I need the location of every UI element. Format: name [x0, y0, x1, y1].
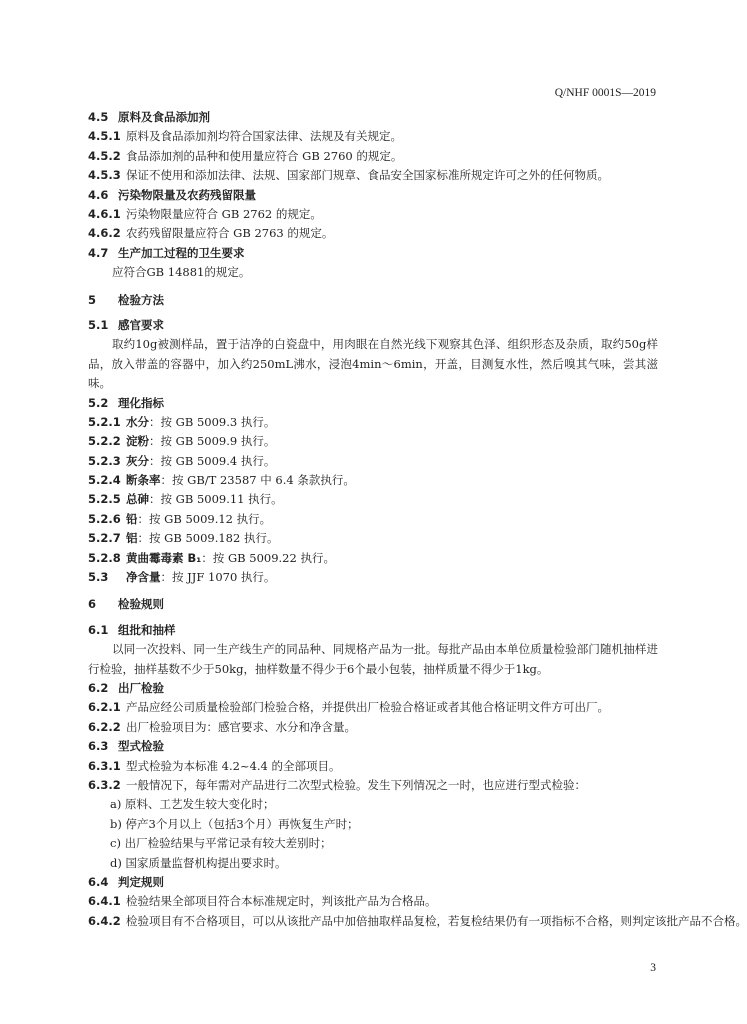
clause [88, 776, 658, 795]
clause-number: 6.2.1 [88, 700, 121, 715]
clause-key: 铝 [126, 531, 138, 546]
clause-text: ：按 GB 5009.9 执行。 [149, 434, 276, 449]
clause-number: 5.2.4 [88, 473, 121, 488]
clause-text: ：按 GB/T 23587 中 6.4 条款执行。 [160, 473, 355, 488]
clause [88, 147, 658, 166]
section-title: 检验规则 [118, 597, 164, 612]
clause [88, 718, 658, 737]
subsection-heading [88, 679, 658, 698]
clause-number: 5.2.2 [88, 434, 121, 449]
section-number: 5 [88, 292, 97, 307]
subsection-title: 型式检验 [118, 739, 164, 754]
clause-text: 农药残留限量应符合 GB 2763 的规定。 [126, 226, 334, 241]
clause-key: 断条率 [126, 473, 161, 488]
list-item [88, 795, 658, 814]
clause-number: 5.3 [88, 570, 109, 585]
clause-text: ：按 GB 5009.22 执行。 [201, 550, 335, 565]
paragraph-text: 取约10g被测样品，置于洁净的白瓷盘中，用肉眼在自然光线下观察其色泽、组织形态及杂质，取约50g样品，放入带盖的容器中，加入约250mL沸水，浸泡4min～6min，开盖，目测复水性，然后嗅其气味，尝其滋味。 [88, 337, 658, 391]
clause-number: 6.3.1 [88, 758, 121, 773]
subsection-number: 4.5 [88, 110, 109, 124]
list-item [88, 854, 658, 873]
clause [88, 127, 658, 146]
clause-number: 4.5.2 [88, 148, 121, 163]
clause-text: ：按 GB 5009.3 执行。 [149, 414, 276, 429]
section-title: 检验方法 [118, 292, 164, 307]
clause-text: 原料及食品添加剂均符合国家法律、法规及有关规定。 [126, 129, 402, 144]
clause [88, 224, 658, 243]
list-item-text: b) 停产3个月以上（包括3个月）再恢复生产时； [110, 816, 359, 831]
clause-text: 污染物限量应符合 GB 2762 的规定。 [126, 206, 322, 221]
clause-text: 产品应经公司质量检验部门检验合格，并提供出厂检验合格证或者其他合格证明文件方可出厂。 [126, 700, 609, 715]
clause-text: ：按 GB 5009.11 执行。 [149, 492, 283, 507]
document-id: Q/NHF 0001S—2019 [554, 87, 656, 99]
clause [88, 413, 658, 432]
subsection-heading [88, 186, 658, 205]
clause-key: 灰分 [126, 453, 149, 468]
clause-text: 出厂检验项目为：感官要求、水分和净含量。 [126, 719, 356, 734]
clause [88, 529, 658, 548]
paragraph [88, 263, 658, 282]
paragraph-text: 以同一次投料、同一生产线生产的同品种、同规格产品为一批。每批产品由本单位质量检验部门随机抽样进行检验，抽样基数不少于50kg，抽样数量不得少于6个最小包装，抽样质量不得少于1kg。 [88, 642, 658, 676]
clause-number: 6.4.2 [88, 913, 121, 928]
subsection-number: 6.2 [88, 681, 109, 696]
subsection-number: 6.3 [88, 739, 109, 754]
clause-number: 4.5.1 [88, 129, 121, 144]
list-item-text: d) 国家质量监督机构提出要求时。 [110, 855, 287, 870]
paragraph [88, 640, 658, 679]
clause-key: 铅 [126, 511, 138, 526]
clause [88, 432, 658, 451]
clause-number: 5.2.7 [88, 531, 121, 546]
clause-text: 一般情况下，每年需对产品进行二次型式检验。发生下列情况之一时，也应进行型式检验： [126, 777, 586, 792]
subsection-number: 4.6 [88, 187, 109, 202]
document-body [88, 108, 747, 931]
subsection-title: 出厂检验 [118, 681, 164, 696]
clause-text: 食品添加剂的品种和使用量应符合 GB 2760 的规定。 [126, 148, 403, 163]
clause-number: 5.2.3 [88, 453, 121, 468]
clause-text: ：按 GB 5009.182 执行。 [137, 531, 279, 546]
section-heading [88, 595, 658, 614]
clause [88, 698, 658, 717]
clause [88, 510, 658, 529]
subsection-heading [88, 108, 658, 127]
clause-key: 水分 [126, 414, 149, 429]
section-heading [88, 291, 658, 310]
list-item-text: c) 出厂检验结果与平常记录有较大差别时； [110, 836, 332, 851]
page-number: 3 [650, 962, 656, 974]
clause-number: 5.2.6 [88, 511, 121, 526]
subsection-title: 组批和抽样 [118, 622, 176, 637]
clause [88, 471, 658, 490]
subsection-title: 生产加工过程的卫生要求 [118, 245, 245, 260]
clause-number: 4.6.2 [88, 226, 121, 241]
subsection-title: 污染物限量及农药残留限量 [118, 187, 256, 202]
subsection-heading [88, 394, 658, 413]
list-item [88, 834, 658, 853]
clause [88, 452, 658, 471]
clause-key: 净含量 [126, 570, 161, 585]
clause-number: 4.6.1 [88, 206, 121, 221]
subsection-heading [88, 873, 658, 892]
clause-text: 保证不使用和添加法律、法规、国家部门规章、食品安全国家标准所规定许可之外的任何物质。 [126, 168, 609, 183]
clause-number: 6.2.2 [88, 719, 121, 734]
subsection-title: 判定规则 [118, 874, 164, 889]
clause [88, 549, 658, 568]
list-item-text: a) 原料、工艺发生较大变化时； [110, 797, 275, 812]
subsection-heading [88, 737, 658, 756]
subsection-heading [88, 316, 658, 335]
clause-text: 检验结果全部项目符合本标准规定时，判该批产品为合格品。 [126, 894, 437, 909]
clause [88, 892, 658, 911]
subsection-number: 5.1 [88, 317, 109, 332]
clause-text: ：按 GB 5009.4 执行。 [149, 453, 276, 468]
clause-number: 6.3.2 [88, 777, 121, 792]
clause [88, 490, 658, 509]
subsection-heading [88, 621, 658, 640]
subsection-title: 理化指标 [118, 395, 164, 410]
paragraph-text: 应符合GB 14881的规定。 [112, 265, 251, 280]
clause-number: 5.2.1 [88, 414, 121, 429]
clause-text: 型式检验为本标准 4.2~4.4 的全部项目。 [126, 758, 341, 773]
clause [88, 205, 658, 224]
subsection-number: 6.4 [88, 874, 109, 889]
section-number: 6 [88, 597, 97, 612]
subsection-number: 4.7 [88, 245, 109, 260]
clause-number: 4.5.3 [88, 168, 121, 183]
clause [88, 757, 658, 776]
clause-text: ：按 GB 5009.12 执行。 [137, 511, 272, 526]
subsection-number: 5.2 [88, 395, 109, 410]
clause-number: 6.4.1 [88, 894, 121, 909]
clause-text: ：按 JJF 1070 执行。 [160, 570, 276, 585]
clause-text: 检验项目有不合格项目，可以从该批产品中加倍抽取样品复检，若复检结果仍有一项指标不合格，则判定该批产品不合格。 [126, 913, 747, 928]
subsection-title: 感官要求 [118, 317, 164, 332]
clause-number: 5.2.8 [88, 550, 121, 565]
subsection-number: 6.1 [88, 622, 109, 637]
paragraph [88, 335, 658, 393]
subsection-heading [88, 244, 658, 263]
clause [88, 912, 747, 931]
clause-key: 总砷 [126, 492, 149, 507]
clause [88, 166, 658, 185]
subsection-title: 原料及食品添加剂 [118, 110, 210, 124]
clause [88, 568, 658, 587]
list-item [88, 815, 658, 834]
clause-number: 5.2.5 [88, 492, 121, 507]
clause-key: 黄曲霉毒素 B₁ [126, 550, 202, 565]
clause-key: 淀粉 [126, 434, 149, 449]
